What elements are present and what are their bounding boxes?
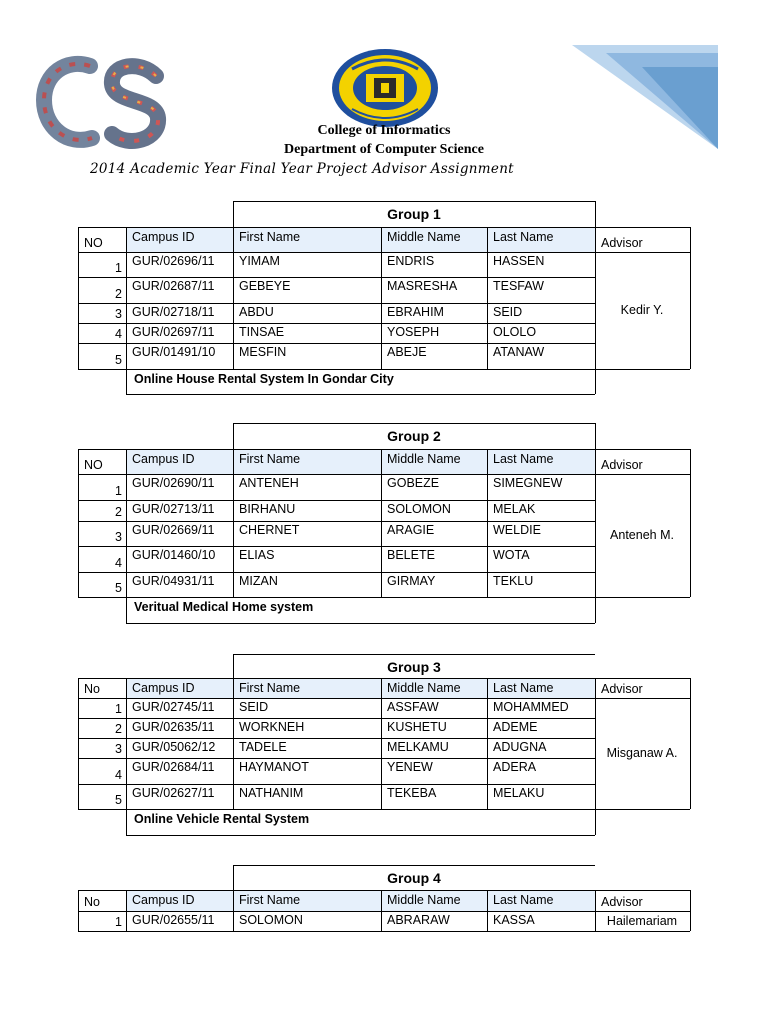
table-rule [381, 343, 382, 369]
table-rule [126, 698, 127, 718]
table-rule [233, 738, 234, 758]
table-rule [595, 343, 596, 369]
first-name-cell: ANTENEH [239, 476, 299, 490]
table-rule [487, 500, 488, 521]
row-number: 1 [115, 702, 122, 716]
table-rule [78, 758, 595, 759]
campus-id-header: Campus ID [132, 681, 195, 695]
last-name-cell: MELAKU [493, 786, 545, 800]
table-rule [487, 474, 488, 500]
group-title: Group 4 [387, 870, 441, 886]
table-rule [233, 521, 234, 546]
campus-id-header: Campus ID [132, 230, 195, 244]
table-rule [595, 718, 596, 738]
first-name-header: First Name [239, 230, 301, 244]
table-rule [381, 474, 382, 500]
table-rule [690, 449, 691, 474]
table-rule [78, 572, 79, 597]
last-name-cell: MOHAMMED [493, 700, 569, 714]
first-name-cell: ABDU [239, 305, 274, 319]
middle-name-cell: ABEJE [387, 345, 427, 359]
table-rule [487, 890, 488, 911]
no-header: No [84, 895, 100, 909]
table-rule [487, 303, 488, 323]
middle-name-cell: ENDRIS [387, 254, 435, 268]
table-rule [78, 678, 79, 698]
table-rule [78, 784, 79, 809]
cs-wordcloud-logo [36, 54, 174, 154]
table-rule [595, 931, 690, 932]
table-rule [233, 572, 234, 597]
campus-id-cell: GUR/02713/11 [132, 502, 215, 516]
table-rule [381, 698, 382, 718]
campus-id-cell: GUR/02718/11 [132, 305, 215, 319]
table-rule [381, 303, 382, 323]
table-rule [126, 252, 127, 277]
first-name-cell: BIRHANU [239, 502, 296, 516]
row-number: 5 [115, 581, 122, 595]
table-rule [233, 277, 234, 303]
last-name-header: Last Name [493, 452, 554, 466]
middle-name-header: Middle Name [387, 230, 461, 244]
table-rule [381, 323, 382, 343]
table-rule [595, 698, 596, 718]
table-rule [126, 369, 127, 394]
last-name-cell: TESFAW [493, 279, 544, 293]
table-rule [78, 572, 595, 573]
table-rule [595, 500, 596, 521]
table-rule [595, 323, 596, 343]
table-rule [487, 718, 488, 738]
middle-name-cell: ASSFAW [387, 700, 439, 714]
table-rule [487, 449, 488, 474]
table-rule [126, 911, 127, 931]
no-header: No [84, 682, 100, 696]
table-rule [595, 678, 596, 698]
table-rule [595, 201, 596, 227]
middle-name-cell: BELETE [387, 548, 435, 562]
campus-id-header: Campus ID [132, 893, 195, 907]
table-rule [381, 252, 382, 277]
table-rule [233, 449, 234, 474]
table-rule [78, 758, 79, 784]
table-rule [487, 277, 488, 303]
table-rule [381, 738, 382, 758]
middle-name-cell: EBRAHIM [387, 305, 444, 319]
table-rule [690, 678, 691, 698]
table-rule [487, 738, 488, 758]
no-header: NO [84, 236, 103, 250]
campus-id-cell: GUR/01460/10 [132, 548, 216, 562]
table-rule [233, 654, 595, 655]
last-name-cell: OLOLO [493, 325, 537, 339]
first-name-cell: MESFIN [239, 345, 287, 359]
table-rule [78, 343, 79, 369]
middle-name-cell: ARAGIE [387, 523, 435, 537]
table-rule [690, 227, 691, 252]
advisor-name: Kedir Y. [620, 302, 664, 317]
first-name-cell: MIZAN [239, 574, 278, 588]
last-name-cell: HASSEN [493, 254, 545, 268]
campus-id-cell: GUR/05062/12 [132, 740, 216, 754]
first-name-header: First Name [239, 893, 301, 907]
table-rule [595, 449, 596, 474]
table-rule [126, 784, 127, 809]
table-rule [233, 758, 234, 784]
project-title: Online Vehicle Rental System [134, 812, 310, 826]
row-number: 4 [115, 768, 122, 782]
group-title: Group 2 [387, 428, 441, 444]
table-rule [78, 784, 595, 785]
table-rule [78, 546, 79, 572]
campus-id-cell: GUR/02655/11 [132, 913, 215, 927]
table-rule [233, 500, 234, 521]
row-number: 4 [115, 556, 122, 570]
table-rule [126, 572, 127, 597]
row-number: 5 [115, 793, 122, 807]
table-rule [233, 678, 234, 698]
table-rule [78, 227, 79, 252]
table-rule [78, 323, 79, 343]
table-rule [381, 521, 382, 546]
table-rule [78, 303, 595, 304]
table-rule [487, 678, 488, 698]
table-rule [78, 738, 79, 758]
middle-name-header: Middle Name [387, 681, 461, 695]
table-rule [381, 500, 382, 521]
table-rule [126, 678, 127, 698]
table-rule [487, 227, 488, 252]
last-name-cell: ATANAW [493, 345, 545, 359]
table-rule [126, 394, 595, 395]
first-name-header: First Name [239, 681, 301, 695]
first-name-cell: NATHANIM [239, 786, 304, 800]
table-rule [126, 323, 127, 343]
first-name-cell: ELIAS [239, 548, 275, 562]
table-rule [487, 323, 488, 343]
college-name: College of Informatics [317, 123, 451, 138]
table-rule [78, 449, 690, 450]
table-rule [690, 911, 691, 931]
table-rule [233, 303, 234, 323]
group-title: Group 1 [387, 206, 441, 222]
table-rule [690, 698, 691, 809]
table-rule [595, 809, 690, 810]
table-rule [78, 521, 79, 546]
university-seal-logo [330, 47, 440, 129]
row-number: 2 [115, 722, 122, 736]
table-rule [78, 227, 690, 228]
table-rule [487, 911, 488, 931]
table-rule [78, 277, 595, 278]
first-name-cell: WORKNEH [239, 720, 305, 734]
table-rule [487, 784, 488, 809]
table-rule [78, 323, 595, 324]
table-rule [233, 252, 234, 277]
table-rule [233, 911, 234, 931]
row-number: 3 [115, 307, 122, 321]
middle-name-cell: MELKAMU [387, 740, 449, 754]
table-rule [381, 572, 382, 597]
last-name-cell: KASSA [493, 913, 535, 927]
table-rule [595, 784, 596, 809]
advisor-name: Hailemariam [606, 914, 678, 928]
table-rule [595, 546, 596, 572]
table-rule [381, 890, 382, 911]
campus-id-cell: GUR/02687/11 [132, 279, 215, 293]
first-name-cell: TADELE [239, 740, 287, 754]
row-number: 3 [115, 530, 122, 544]
table-rule [126, 835, 595, 836]
table-rule [78, 252, 690, 253]
table-rule [126, 718, 127, 738]
row-number: 3 [115, 742, 122, 756]
last-name-cell: ADUGNA [493, 740, 547, 754]
first-name-header: First Name [239, 452, 301, 466]
last-name-cell: WELDIE [493, 523, 541, 537]
campus-id-cell: GUR/02684/11 [132, 760, 215, 774]
table-rule [233, 784, 234, 809]
campus-id-cell: GUR/02690/11 [132, 476, 215, 490]
project-title: Online House Rental System In Gondar City [134, 372, 394, 386]
advisor-name: Misganaw A. [606, 745, 678, 760]
first-name-cell: HAYMANOT [239, 760, 309, 774]
table-rule [233, 323, 234, 343]
table-rule [233, 474, 234, 500]
table-rule [233, 546, 234, 572]
campus-id-cell: GUR/02745/11 [132, 700, 215, 714]
last-name-cell: ADEME [493, 720, 538, 734]
table-rule [126, 738, 127, 758]
table-rule [381, 449, 382, 474]
table-rule [595, 474, 596, 500]
middle-name-cell: YENEW [387, 760, 433, 774]
last-name-cell: SEID [493, 305, 523, 319]
table-rule [78, 449, 79, 474]
last-name-header: Last Name [493, 893, 554, 907]
table-rule [381, 227, 382, 252]
group-title: Group 3 [387, 659, 441, 675]
table-rule [126, 474, 127, 500]
table-rule [487, 521, 488, 546]
last-name-cell: WOTA [493, 548, 530, 562]
document-subtitle: 2014 Academic Year Final Year Project Advisor Assignment [90, 161, 514, 177]
last-name-cell: SIMEGNEW [493, 476, 563, 490]
campus-id-cell: GUR/01491/10 [132, 345, 216, 359]
first-name-cell: SOLOMON [239, 913, 303, 927]
first-name-cell: GEBEYE [239, 279, 291, 293]
table-rule [487, 343, 488, 369]
table-rule [126, 597, 127, 623]
table-rule [126, 500, 127, 521]
table-rule [233, 201, 595, 202]
table-rule [487, 546, 488, 572]
table-rule [78, 931, 595, 932]
advisor-header: Advisor [601, 236, 643, 250]
table-rule [78, 546, 595, 547]
table-rule [78, 698, 79, 718]
middle-name-cell: YOSEPH [387, 325, 440, 339]
table-rule [595, 252, 596, 277]
advisor-header: Advisor [601, 458, 643, 472]
middle-name-cell: SOLOMON [387, 502, 451, 516]
advisor-header: Advisor [601, 895, 643, 909]
table-rule [233, 423, 595, 424]
table-rule [690, 890, 691, 911]
table-rule [126, 890, 127, 911]
table-rule [595, 369, 596, 394]
table-rule [78, 718, 595, 719]
middle-name-cell: GOBEZE [387, 476, 440, 490]
table-rule [78, 698, 690, 699]
table-rule [381, 546, 382, 572]
table-rule [126, 277, 127, 303]
first-name-cell: TINSAE [239, 325, 285, 339]
row-number: 1 [115, 261, 122, 275]
table-rule [78, 277, 79, 303]
last-name-cell: ADERA [493, 760, 537, 774]
table-rule [595, 890, 596, 911]
table-rule [78, 809, 595, 810]
table-rule [126, 809, 127, 835]
table-rule [78, 474, 79, 500]
table-rule [78, 890, 690, 891]
first-name-cell: SEID [239, 700, 269, 714]
last-name-header: Last Name [493, 681, 554, 695]
table-rule [233, 718, 234, 738]
table-rule [381, 784, 382, 809]
middle-name-header: Middle Name [387, 893, 461, 907]
last-name-cell: MELAK [493, 502, 536, 516]
table-rule [126, 303, 127, 323]
table-rule [233, 227, 234, 252]
table-rule [487, 572, 488, 597]
row-number: 2 [115, 287, 122, 301]
table-rule [381, 758, 382, 784]
table-rule [595, 597, 690, 598]
table-rule [78, 678, 690, 679]
first-name-cell: YIMAM [239, 254, 280, 268]
table-rule [78, 500, 595, 501]
table-rule [78, 521, 595, 522]
department-name: Department of Computer Science [284, 142, 484, 157]
campus-id-cell: GUR/02635/11 [132, 720, 215, 734]
row-number: 1 [115, 484, 122, 498]
no-header: NO [84, 458, 103, 472]
table-rule [126, 521, 127, 546]
table-rule [690, 252, 691, 369]
middle-name-cell: MASRESHA [387, 279, 458, 293]
advisor-header: Advisor [601, 682, 643, 696]
table-rule [78, 738, 595, 739]
campus-id-cell: GUR/04931/11 [132, 574, 215, 588]
table-rule [595, 277, 596, 303]
campus-id-cell: GUR/02697/11 [132, 325, 215, 339]
table-rule [78, 718, 79, 738]
advisor-name: Anteneh M. [610, 527, 674, 542]
table-rule [487, 698, 488, 718]
campus-id-cell: GUR/02669/11 [132, 523, 215, 537]
table-rule [233, 890, 234, 911]
table-rule [381, 277, 382, 303]
campus-id-cell: GUR/02627/11 [132, 786, 215, 800]
table-rule [78, 597, 595, 598]
first-name-cell: CHERNET [239, 523, 300, 537]
table-rule [126, 546, 127, 572]
table-rule [78, 303, 79, 323]
table-rule [126, 449, 127, 474]
last-name-cell: TEKLU [493, 574, 534, 588]
row-number: 5 [115, 353, 122, 367]
table-rule [595, 597, 596, 623]
table-rule [126, 343, 127, 369]
table-rule [595, 369, 690, 370]
table-rule [126, 623, 595, 624]
table-rule [233, 865, 595, 866]
middle-name-cell: ABRARAW [387, 913, 450, 927]
table-rule [595, 809, 596, 835]
table-rule [690, 474, 691, 597]
table-rule [78, 500, 79, 521]
table-rule [595, 423, 596, 449]
table-rule [233, 698, 234, 718]
row-number: 2 [115, 505, 122, 519]
table-rule [381, 678, 382, 698]
row-number: 1 [115, 915, 122, 929]
table-rule [78, 911, 79, 931]
row-number: 4 [115, 327, 122, 341]
table-rule [78, 252, 79, 277]
table-rule [381, 911, 382, 931]
table-rule [126, 227, 127, 252]
table-rule [78, 911, 690, 912]
middle-name-header: Middle Name [387, 452, 461, 466]
table-rule [595, 227, 596, 252]
table-rule [381, 718, 382, 738]
table-rule [233, 343, 234, 369]
table-rule [595, 572, 596, 597]
table-rule [126, 758, 127, 784]
middle-name-cell: KUSHETU [387, 720, 447, 734]
table-rule [78, 343, 595, 344]
table-rule [78, 474, 690, 475]
last-name-header: Last Name [493, 230, 554, 244]
campus-id-header: Campus ID [132, 452, 195, 466]
campus-id-cell: GUR/02696/11 [132, 254, 215, 268]
table-rule [78, 369, 595, 370]
table-rule [78, 890, 79, 911]
middle-name-cell: TEKEBA [387, 786, 437, 800]
project-title: Veritual Medical Home system [134, 600, 314, 614]
table-rule [487, 758, 488, 784]
middle-name-cell: GIRMAY [387, 574, 436, 588]
table-rule [595, 758, 596, 784]
table-rule [487, 252, 488, 277]
